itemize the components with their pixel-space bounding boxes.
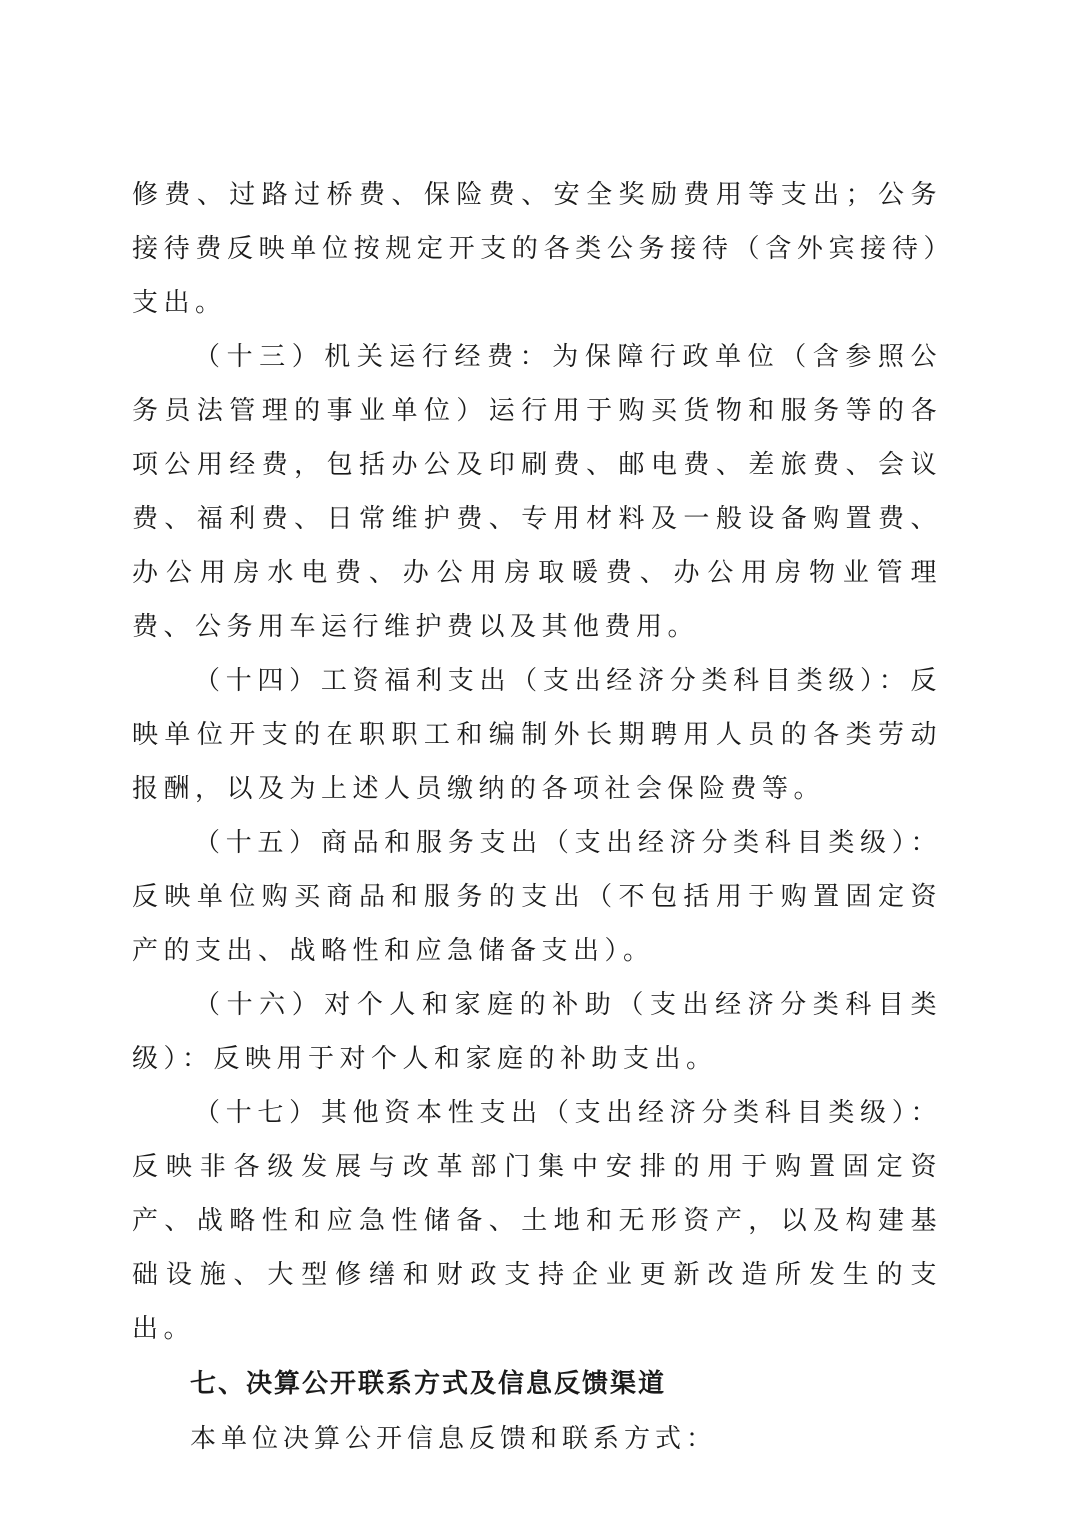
paragraph-item-16: [132, 978, 942, 1086]
paragraph-continuation: [132, 168, 942, 330]
paragraph-item-14: [132, 654, 942, 816]
paragraph-item-17: [132, 1086, 942, 1356]
paragraph-lead: （十三）机关运行经费：: [194, 342, 553, 372]
paragraph-text: 修费、过路过桥费、保险费、安全奖励费用等支出；公务接待费反映单位按规定开支的各类公务接待（含外宾接待）支出。: [132, 180, 942, 318]
paragraph-lead: （十四）工资福利支出（支出经济分类科目类级）：: [194, 666, 911, 696]
contact-intro: 本单位决算公开信息反馈和联系方式：: [190, 1424, 718, 1454]
paragraph-lead: （十七）其他资本性支出（支出经济分类科目类级）：: [194, 1098, 942, 1128]
section-heading: 七、决算公开联系方式及信息反馈渠道: [190, 1369, 667, 1399]
paragraph-text: 反映用于对个人和家庭的补助支出。: [213, 1044, 718, 1074]
paragraph-lead: （十五）商品和服务支出（支出经济分类科目类级）：: [194, 828, 942, 858]
paragraph-text: 反映单位购买商品和服务的支出（不包括用于购置固定资产的支出、战略性和应急储备支出）。: [132, 882, 942, 966]
paragraph-text: 反映单位开支的在职职工和编制外长期聘用人员的各类劳动报酬，以及为上述人员缴纳的各项社会保险费等。: [132, 666, 942, 804]
paragraph-item-15: [132, 816, 942, 978]
paragraph-text: 反映非各级发展与改革部门集中安排的用于购置固定资产、战略性和应急性储备、土地和无形资产，以及构建基础设施、大型修缮和财政支持企业更新改造所发生的支出。: [132, 1152, 942, 1344]
paragraph-item-13: [132, 330, 942, 654]
paragraph-lead: （十六）对个人和家庭的补助（支出经济分类科目类级）：: [132, 990, 942, 1074]
document-body: [132, 168, 942, 1466]
paragraph-text: 为保障行政单位（含参照公务员法管理的事业单位）运行用于购买货物和服务等的各项公用经费，包括办公及印刷费、邮电费、差旅费、会议费、福利费、日常维护费、专用材料及一般设备购置费、办公用房水电费、办公用房取暖费、办公用房物业管理费、公务用车运行维护费以及其他费用。: [132, 342, 942, 642]
